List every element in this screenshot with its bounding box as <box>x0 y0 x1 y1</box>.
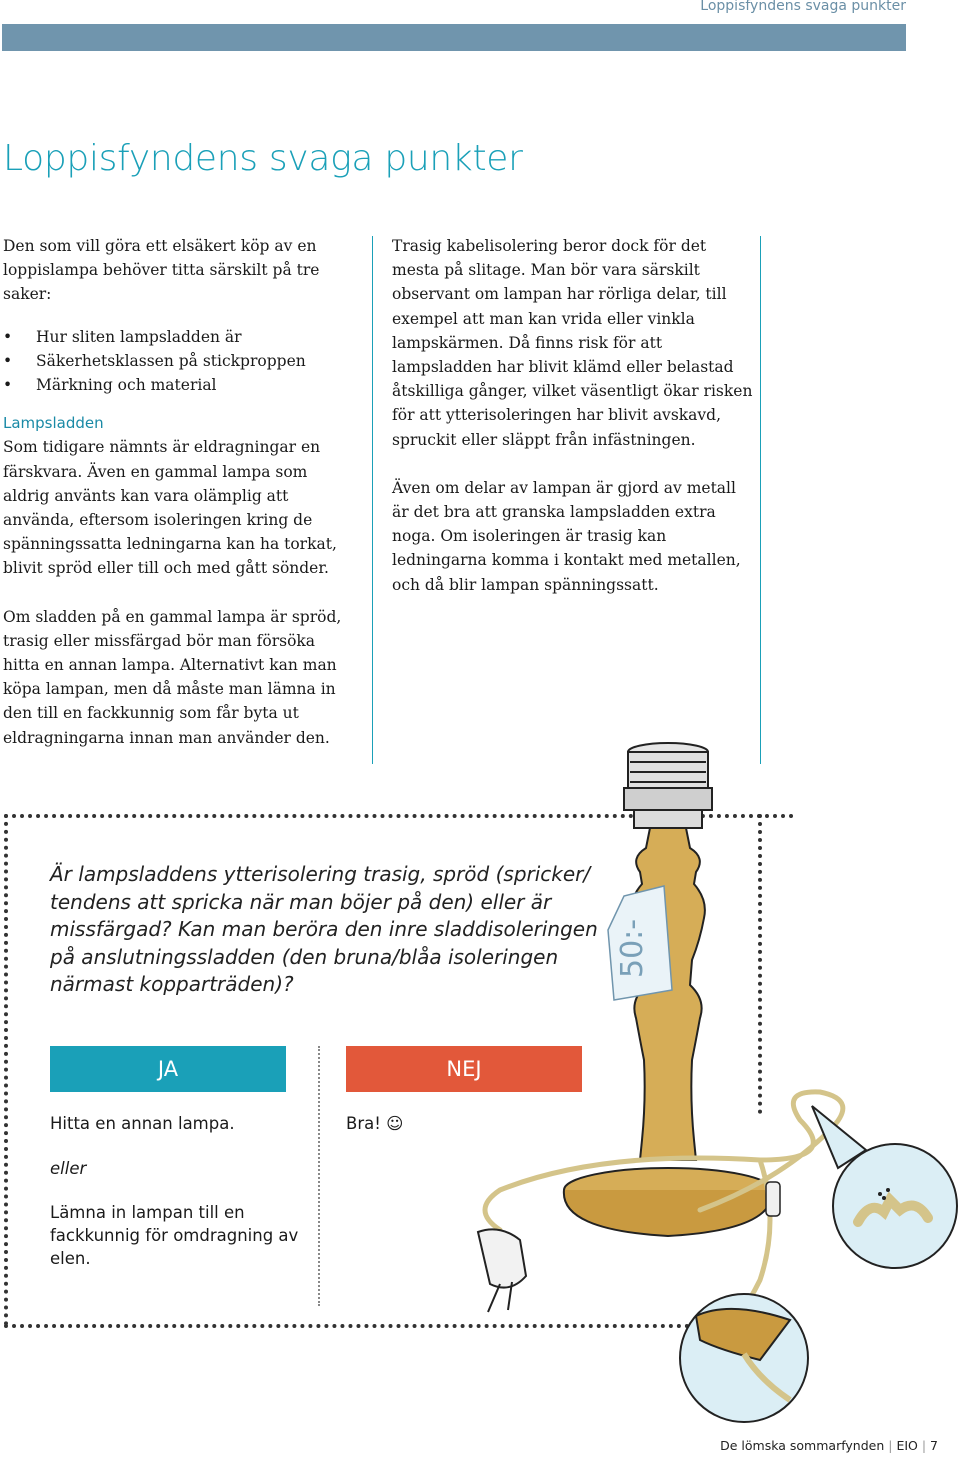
checklist-question: Är lampsladdens ytterisolering trasig, spröd (spricker/ tendens att spricka när man böjer på den) eller är missfärgad? Kan man beröra den inre sladdisoleringen på anslutningssladden (den bruna/blåa isoleringen närmast kopparträden)? <box>50 862 598 996</box>
detail-cord-entry-icon <box>680 1294 808 1422</box>
no-answer: Bra! ☺ <box>346 1114 404 1133</box>
bullet-item: • Säkerhetsklassen på stickproppen <box>3 349 355 373</box>
detail-damaged-cord-icon <box>812 1106 957 1268</box>
paragraph: Om sladden på en gammal lampa är spröd, trasig eller missfärgad bör man försöka hitta en annan lampa. Alternativt kan man köpa lampan, men då måste man lämna in den till en fackkunnig som får byta ut eldragningarna innan man använder den. <box>3 607 342 747</box>
bullet-item: • Hur sliten lampsladden är <box>3 325 355 349</box>
socket-icon <box>624 743 712 828</box>
brand-name: EIO <box>896 1438 918 1453</box>
paragraph: Som tidigare nämnts är eldragningar en färskvara. Även en gammal lampa som aldrig använts kan vara olämplig att använda, eftersom isoleringen kring de spänningssatta ledningarna kan ha torkat, blivit spröd eller till och med gått sönder. <box>3 438 337 578</box>
page-title: Loppisfyndens svaga punkter <box>3 138 523 179</box>
page-footer: De lömska sommarfynden | EIO | 7 <box>720 1438 938 1453</box>
cord-switch-icon <box>766 1182 780 1216</box>
no-header: NEJ <box>346 1046 582 1092</box>
paragraph: Även om delar av lampan är gjord av metall är det bra att granska lampsladden extra noga. Om isoleringen är trasig kan ledningarna komma i kontakt med metallen, och då blir lampan spänningssatt. <box>392 478 741 594</box>
running-header: Loppisfyndens svaga punkter <box>700 0 906 14</box>
yes-header: JA <box>50 1046 286 1092</box>
intro-paragraph: Den som vill göra ett elsäkert köp av en loppislampa behöver titta särskilt på tre saker: <box>3 237 320 304</box>
bullet-item: • Märkning och material <box>3 373 355 397</box>
publication-name: De lömska sommarfynden <box>720 1438 885 1453</box>
yes-answer-2: Lämna in lampan till en fackkunnig för omdragning av elen. <box>50 1203 299 1268</box>
paragraph: Trasig kabelisolering beror dock för det mesta på slitage. Man bör vara särskilt observant om lampan har rörliga delar, till exempel att man kan vrida eller vinkla lampskärmen. Då finns risk för att lampsladden har blivit klämd eller belastad åtskilliga gånger, vilket väsentligt ökar risken för att ytterisoleringen har blivit avskavd, spruckit eller släppt från infästningen. <box>392 237 753 449</box>
price-tag-icon <box>608 886 672 1000</box>
yes-or: eller <box>50 1159 87 1178</box>
page-number: 7 <box>930 1438 938 1453</box>
svg-text:50:-: 50:- <box>615 918 650 978</box>
subheading: Lampsladden <box>3 414 104 433</box>
yes-answer-1: Hitta en annan lampa. <box>50 1114 235 1133</box>
plug-icon <box>478 1229 526 1312</box>
